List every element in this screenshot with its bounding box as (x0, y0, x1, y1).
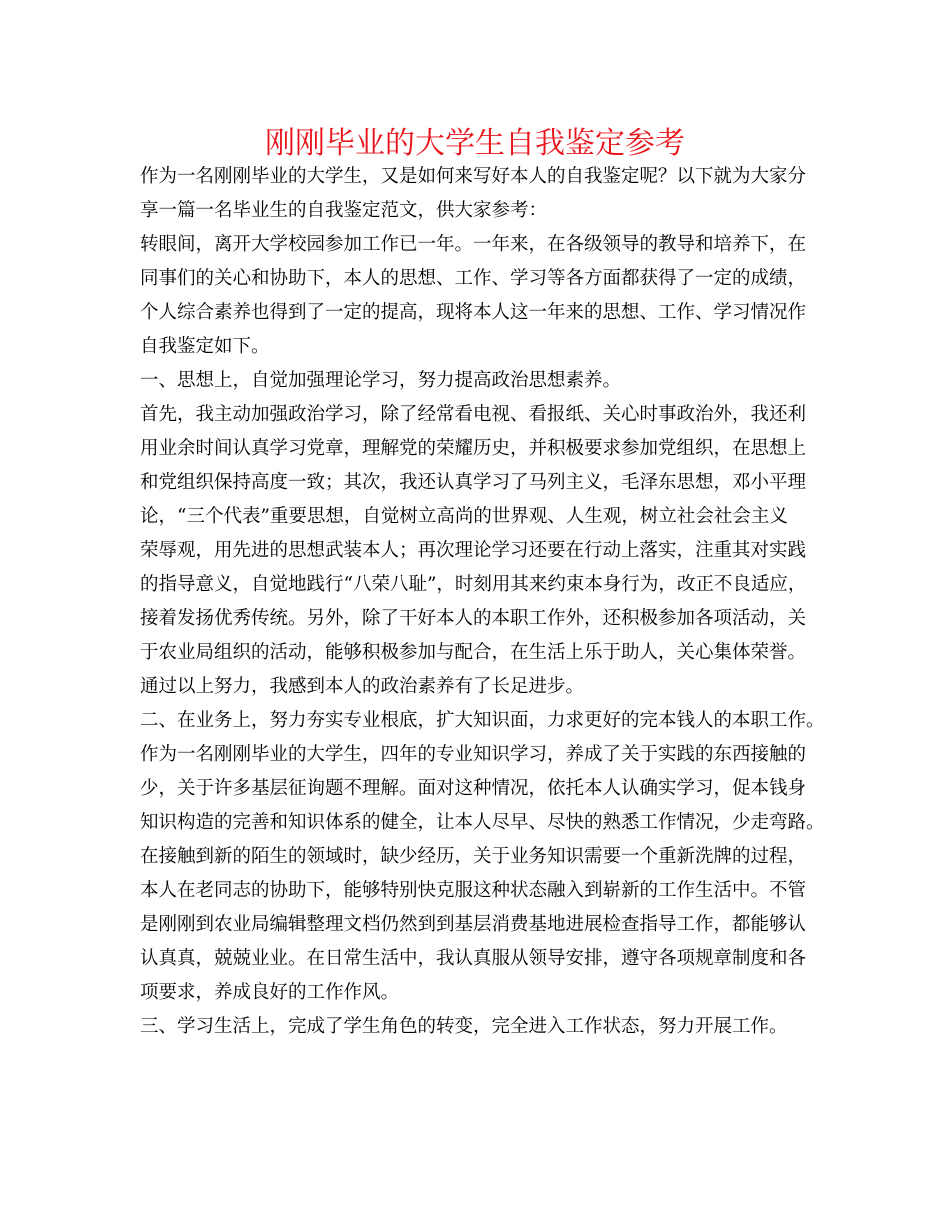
paragraph-line: 同事们的关心和协助下，本人的思想、工作、学习等各方面都获得了一定的成绩， (140, 268, 807, 289)
paragraph-line: 接着发扬优秀传统。另外，除了干好本人的本职工作外，还积极参加各项活动，关 (140, 608, 807, 629)
paragraph-line: 和党组织保持高度一致；其次，我还认真学习了马列主义，毛泽东思想，邓小平理 (140, 472, 807, 493)
section-heading: 二、在业务上，努力夯实专业根底，扩大知识面，力求更好的完本钱人的本职工作。 (140, 710, 825, 731)
paragraph-line: 项要求，养成良好的工作作风。 (140, 982, 400, 1003)
paragraph-line: 作为一名刚刚毕业的大学生，四年的专业知识学习，养成了关于实践的东西接触的 (140, 744, 807, 765)
paragraph-line: 荣辱观，用先进的思想武装本人；再次理论学习还要在行动上落实，注重其对实践 (140, 540, 807, 561)
document-title: 刚刚毕业的大学生自我鉴定参考 (265, 126, 685, 161)
document-body (140, 160, 825, 1044)
paragraph-line: 少，关于许多基层征询题不理解。面对这种情况，依托本人认确实学习，促本钱身 (140, 778, 807, 799)
paragraph-line: 是刚刚到农业局编辑整理文档仍然到到基层消费基地进展检查指导工作，都能够认 (140, 914, 807, 935)
paragraph-line: 作为一名刚刚毕业的大学生，又是如何来写好本人的自我鉴定呢？以下就为大家分 (140, 166, 807, 187)
paragraph-line: 在接触到新的陌生的领域时，缺少经历，关于业务知识需要一个重新洗牌的过程， (140, 846, 807, 867)
paragraph-line: 自我鉴定如下。 (140, 336, 270, 357)
paragraph-line: 论，“三个代表”重要思想，自觉树立高尚的世界观、人生观，树立社会社会主义 (140, 506, 788, 527)
paragraph-line: 通过以上努力，我感到本人的政治素养有了长足进步。 (140, 676, 585, 697)
paragraph-line: 用业余时间认真学习党章，理解党的荣耀历史，并积极要求参加党组织，在思想上 (140, 438, 807, 459)
section-heading: 一、思想上，自觉加强理论学习，努力提高政治思想素养。 (140, 370, 622, 391)
paragraph-line: 认真真，兢兢业业。在日常生活中，我认真服从领导安排，遵守各项规章制度和各 (140, 948, 807, 969)
paragraph-line: 于农业局组织的活动，能够积极参加与配合，在生活上乐于助人，关心集体荣誉。 (140, 642, 807, 663)
paragraph-line: 首先，我主动加强政治学习，除了经常看电视、看报纸、关心时事政治外，我还利 (140, 404, 807, 425)
section-heading: 三、学习生活上，完成了学生角色的转变，完全进入工作状态，努力开展工作。 (140, 1016, 788, 1037)
paragraph-line: 的指导意义，自觉地践行“八荣八耻”，时刻用其来约束本身行为，改正不良适应， (140, 574, 807, 595)
paragraph-line: 个人综合素养也得到了一定的提高，现将本人这一年来的思想、工作、学习情况作 (140, 302, 807, 323)
paragraph-line: 知识构造的完善和知识体系的健全，让本人尽早、尽快的熟悉工作情况，少走弯路。 (140, 812, 825, 833)
paragraph-line: 享一篇一名毕业生的自我鉴定范文，供大家参考： (140, 200, 548, 221)
paragraph-line: 本人在老同志的协助下，能够特别快克服这种状态融入到崭新的工作生活中。不管 (140, 880, 807, 901)
paragraph-line: 转眼间，离开大学校园参加工作已一年。一年来，在各级领导的教导和培养下，在 (140, 234, 807, 255)
